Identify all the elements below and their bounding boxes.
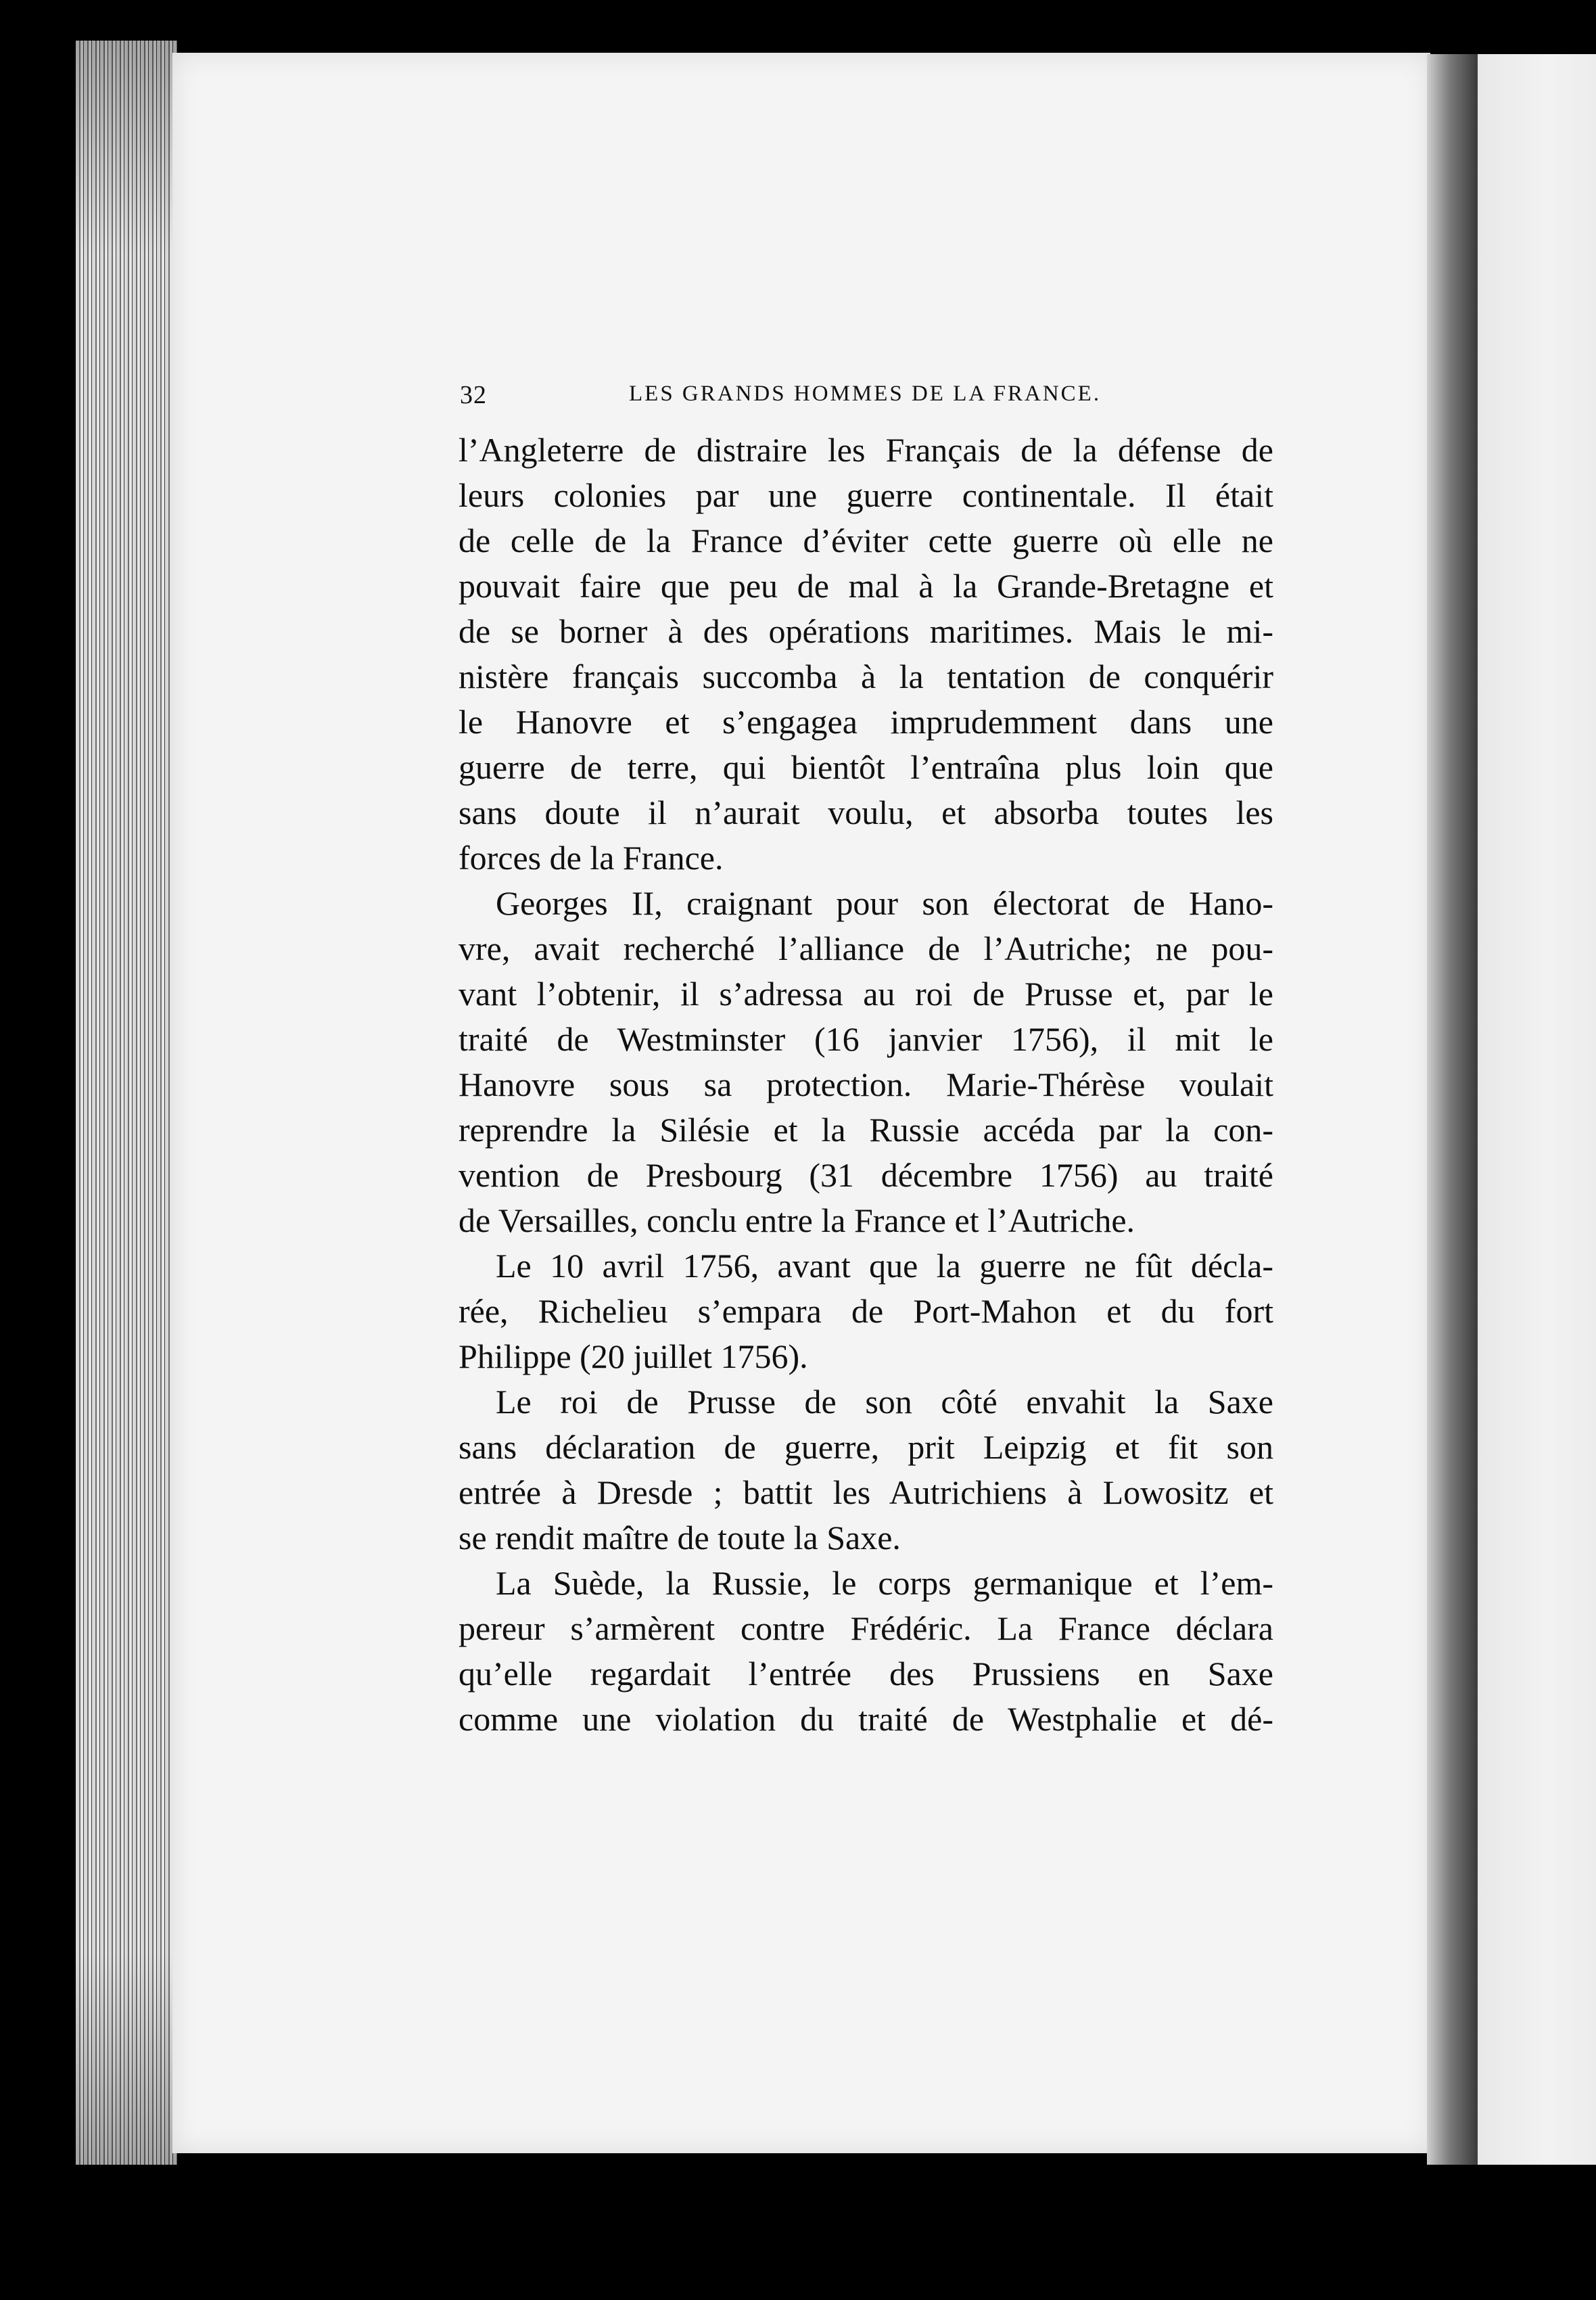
running-head xyxy=(460,380,1501,414)
text-line: Le roi de Prusse de son côté envahit la Saxe xyxy=(496,1383,1273,1421)
page-number: 32 xyxy=(460,381,487,409)
paragraph xyxy=(459,1561,1273,1742)
text-line: traité de Westminster (16 janvier 1756), il mit le xyxy=(459,1020,1273,1058)
text-line: pereur s’armèrent contre Frédéric. La France déclara xyxy=(459,1609,1273,1647)
text-line: vant l’obtenir, il s’adressa au roi de Prusse et, par le xyxy=(459,975,1273,1013)
paragraph xyxy=(459,1379,1273,1561)
text-line: comme une violation du traité de Westphalie et dé- xyxy=(459,1700,1273,1738)
paragraph xyxy=(459,1243,1273,1379)
page-edges xyxy=(76,41,177,2165)
text-line: sans doute il n’aurait voulu, et absorba toutes les xyxy=(459,794,1273,831)
text-line: guerre de terre, qui bientôt l’entraîna plus loin que xyxy=(459,748,1273,786)
text-line: vention de Presbourg (31 décembre 1756) au traité xyxy=(459,1156,1273,1194)
text-line: La Suède, la Russie, le corps germanique et l’em- xyxy=(496,1564,1273,1602)
text-line: reprendre la Silésie et la Russie accéda par la con- xyxy=(459,1111,1273,1149)
text-line: pouvait faire que peu de mal à la Grande-Bretagne et xyxy=(459,567,1273,605)
text-line: Hanovre sous sa protection. Marie-Thérèse voulait xyxy=(459,1065,1273,1103)
body-text xyxy=(459,428,1273,1742)
text-line: sans déclaration de guerre, prit Leipzig et fit son xyxy=(459,1428,1273,1466)
paragraph xyxy=(459,881,1273,1243)
text-line: Le 10 avril 1756, avant que la guerre ne fût décla- xyxy=(496,1247,1273,1285)
text-line: Philippe (20 juillet 1756). xyxy=(459,1337,808,1375)
gutter-shadow xyxy=(1427,54,1478,2165)
text-line: l’Angleterre de distraire les Français de la défense de xyxy=(459,431,1273,469)
paragraph xyxy=(459,428,1273,881)
running-title: LES GRANDS HOMMES DE LA FRANCE. xyxy=(629,382,1102,406)
text-line: de celle de la France d’éviter cette guerre où elle ne xyxy=(459,522,1273,559)
text-line: se rendit maître de toute la Saxe. xyxy=(459,1519,901,1557)
text-line: qu’elle regardait l’entrée des Prussiens en Saxe xyxy=(459,1655,1273,1693)
text-line: nistère français succomba à la tentation de conquérir xyxy=(459,658,1273,695)
text-line: vre, avait recherché l’alliance de l’Autriche; ne pou- xyxy=(459,929,1273,967)
text-line: le Hanovre et s’engagea imprudemment dans une xyxy=(459,703,1273,741)
text-line: forces de la France. xyxy=(459,839,724,877)
facing-page xyxy=(1478,54,1596,2165)
text-line: de se borner à des opérations maritimes. Mais le mi- xyxy=(459,612,1273,650)
text-line: leurs colonies par une guerre continentale. Il était xyxy=(459,476,1273,514)
text-line: rée, Richelieu s’empara de Port-Mahon et du fort xyxy=(459,1292,1273,1330)
text-line: Georges II, craignant pour son électorat de Hano- xyxy=(496,884,1273,922)
text-line: de Versailles, conclu entre la France et l’Autriche. xyxy=(459,1201,1135,1239)
text-line: entrée à Dresde ; battit les Autrichiens à Lowositz et xyxy=(459,1473,1273,1511)
